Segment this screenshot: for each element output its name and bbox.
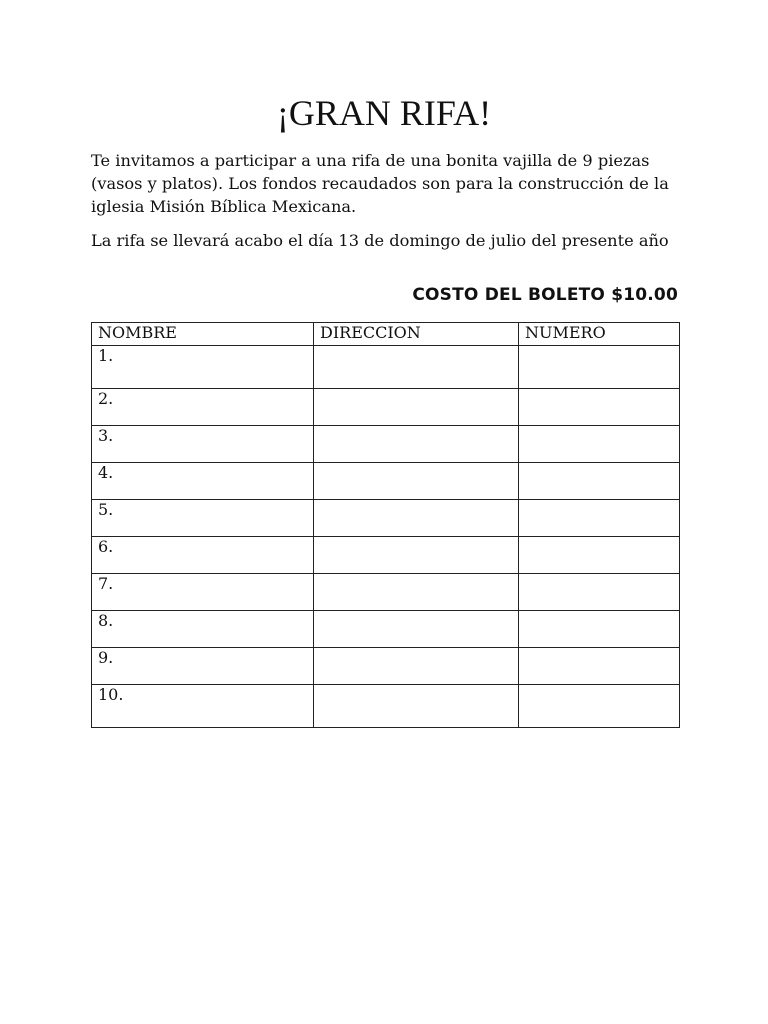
direccion-cell[interactable]: [314, 463, 519, 500]
table-row: [92, 389, 680, 426]
numero-cell[interactable]: [519, 346, 680, 389]
table-row: [92, 611, 680, 648]
row-number: 3.: [92, 426, 314, 463]
table-row: [92, 685, 680, 728]
numero-cell[interactable]: [519, 574, 680, 611]
direccion-cell[interactable]: [314, 611, 519, 648]
header-numero: NUMERO: [519, 323, 680, 346]
numero-cell[interactable]: [519, 389, 680, 426]
table-row: [92, 463, 680, 500]
table-header-row: [92, 323, 680, 346]
table-row: [92, 426, 680, 463]
table-row: [92, 648, 680, 685]
row-number: 1.: [92, 346, 314, 389]
numero-cell[interactable]: [519, 426, 680, 463]
row-number: 10.: [92, 685, 314, 728]
numero-cell[interactable]: [519, 537, 680, 574]
table-row: [92, 537, 680, 574]
header-direccion: DIRECCION: [314, 323, 519, 346]
direccion-cell[interactable]: [314, 426, 519, 463]
invitation-paragraph: Te invitamos a participar a una rifa de una bonita vajilla de 9 piezas (vasos y platos). Los fondos recaudados son para la construcción de la iglesia Misión Bíblica Mexicana.: [91, 151, 669, 216]
row-number: 8.: [92, 611, 314, 648]
row-number: 6.: [92, 537, 314, 574]
direccion-cell[interactable]: [314, 685, 519, 728]
direccion-cell[interactable]: [314, 574, 519, 611]
table-row: [92, 500, 680, 537]
numero-cell[interactable]: [519, 685, 680, 728]
direccion-cell[interactable]: [314, 648, 519, 685]
row-number: 7.: [92, 574, 314, 611]
row-number: 2.: [92, 389, 314, 426]
numero-cell[interactable]: [519, 500, 680, 537]
row-number: 4.: [92, 463, 314, 500]
row-number: 5.: [92, 500, 314, 537]
table-row: [92, 574, 680, 611]
ticket-cost: COSTO DEL BOLETO $10.00: [412, 285, 678, 305]
direccion-cell[interactable]: [314, 346, 519, 389]
header-nombre: NOMBRE: [92, 323, 314, 346]
numero-cell[interactable]: [519, 463, 680, 500]
date-paragraph: La rifa se llevará acabo el día 13 de domingo de julio del presente año: [91, 231, 669, 250]
direccion-cell[interactable]: [314, 500, 519, 537]
direccion-cell[interactable]: [314, 389, 519, 426]
table-row: [92, 346, 680, 389]
numero-cell[interactable]: [519, 648, 680, 685]
direccion-cell[interactable]: [314, 537, 519, 574]
numero-cell[interactable]: [519, 611, 680, 648]
row-number: 9.: [92, 648, 314, 685]
raffle-table: [91, 322, 680, 728]
page-title: ¡GRAN RIFA!: [276, 93, 492, 133]
